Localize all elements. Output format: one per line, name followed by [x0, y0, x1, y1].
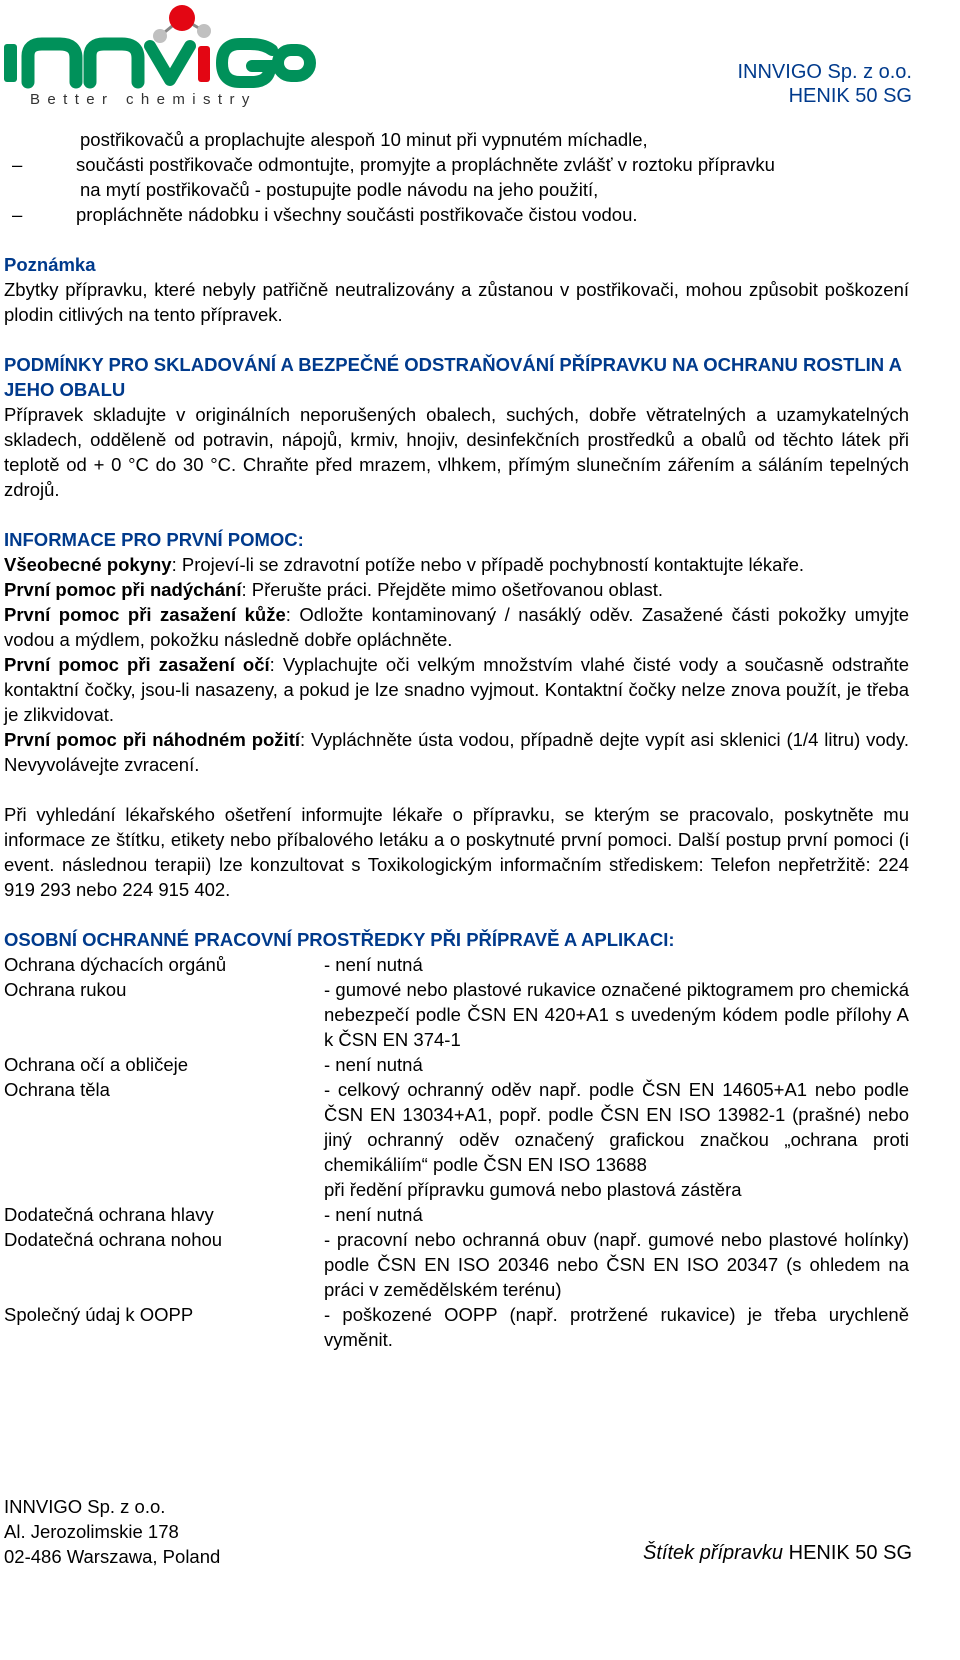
footer-label-italic: Štítek přípravku [643, 1542, 784, 1564]
list-item [4, 202, 909, 227]
ppe-label: Ochrana dýchacích orgánů [4, 954, 227, 975]
ppe-label: Dodatečná ochrana nohou [4, 1229, 223, 1250]
first-aid-inhalation [4, 577, 909, 602]
storage-title: PODMÍNKY PRO SKLADOVÁNÍ A BEZPEČNÉ ODSTRAŇOVÁNÍ PŘÍPRAVKU NA OCHRANU ROSTLIN A JEHO OBALU [4, 354, 902, 400]
doctor-info-text: Při vyhledání lékařského ošetření informujte lékaře o přípravku, se kterým se pracovalo, poskytněte mu informace ze štítku, etikety nebo příbalového letáku a o poskytnuté první pomoci. Další postup první pomoci (i event. následnou terapii) lze konzultovat s Toxikologickým informačním střediskem: Telefon nepřetržitě: 224 919 293 nebo 224 915 402. [4, 804, 909, 900]
first-aid-inhalation-text: : Přerušte práci. Přejděte mimo ošetřovanou oblast. [241, 579, 664, 600]
ppe-row [4, 1202, 909, 1227]
ppe-value: - poškozené OOPP (např. protržené rukavice) je třeba urychleně vyměnit. [324, 1304, 909, 1350]
ppe-label: Společný údaj k OOPP [4, 1304, 194, 1325]
storage-text: Přípravek skladujte v originálních neporušených obalech, suchých, dobře větratelných a uzamykatelných skladech, odděleně od potravin, nápojů, krmiv, hnojiv, desinfekčních prostředků a obalů od těchto látek při teplotě od + 0 °C do 30 °C. Chraňte před mrazem, vlhkem, přímým slunečním zářením a sáláním tepelných zdrojů. [4, 404, 909, 500]
first-aid-skin [4, 602, 909, 652]
ppe-row [4, 952, 909, 977]
first-aid-eyes [4, 652, 909, 727]
ppe-value: - gumové nebo plastové rukavice označené piktogramem pro chemická nebezpečí podle ČSN EN 420+A1 s uvedeným kódem podle přílohy A k ČSN EN 374-1 [324, 979, 909, 1050]
ppe-value: - není nutná [324, 1204, 423, 1225]
ppe-value: - celkový ochranný oděv např. podle ČSN EN 14605+A1 nebo podle ČSN EN 13034+A1, popř. podle ČSN EN ISO 13982-1 (prašné) nebo jiný ochranný oděv označený grafickou značkou „ochrana proti chemikáliím“ podle ČSN EN ISO 13688 [324, 1079, 909, 1175]
dash-marker: – [12, 204, 23, 225]
logo-tagline: Better chemistry [30, 91, 257, 108]
list-item-text: propláchněte nádobku i všechny součásti postřikovače čistou vodou. [76, 204, 638, 225]
first-aid-skin-label: První pomoc při zasažení kůže [4, 604, 286, 625]
ppe-row [4, 1227, 909, 1302]
ppe-title: OSOBNÍ OCHRANNÉ PRACOVNÍ PROSTŘEDKY PŘI PŘÍPRAVĚ A APLIKACI: [4, 929, 675, 950]
ppe-label: Ochrana těla [4, 1079, 110, 1100]
footer-street: Al. Jerozolimskie 178 [4, 1521, 179, 1542]
ppe-label: Dodatečná ochrana hlavy [4, 1204, 214, 1225]
content [4, 127, 909, 1352]
ppe-label: Ochrana očí a obličeje [4, 1054, 189, 1075]
first-aid-ingestion-text: : Vypláchněte ústa vodou, případně dejte vypít asi sklenici (1/4 litru) vody. Nevyvolávejte zvracení. [4, 729, 909, 775]
ppe-label: Ochrana rukou [4, 979, 127, 1000]
first-aid-ingestion-label: První pomoc při náhodném požití [4, 729, 300, 750]
first-aid-general-text: : Projeví-li se zdravotní potíže nebo v případě pochybností kontaktujte lékaře. [171, 554, 805, 575]
ppe-row [4, 1077, 909, 1202]
ppe-value: - není nutná [324, 1054, 423, 1075]
ppe-value: - není nutná [324, 954, 423, 975]
first-aid-eyes-text: : Vyplachujte oči velkým množstvím vlahé čisté vody a současně odstraňte kontaktní čočky, jsou-li nasazeny, a pokud je lze snadno vyjmout. Kontaktní čočky nelze znova použít, je třeba je zlikvidovat. [4, 654, 909, 725]
dash-marker: – [12, 154, 23, 175]
intro-line: postřikovačů a proplachujte alespoň 10 minut při vypnutém míchadle, [80, 129, 648, 150]
footer-company: INNVIGO Sp. z o.o. [4, 1496, 166, 1517]
list-item-text: součásti postřikovače odmontujte, promyjte a propláchněte zvlášť v roztoku přípravku [76, 154, 775, 175]
note-text: Zbytky přípravku, které nebyly patřičně neutralizovány a zůstanou v postřikovači, mohou způsobit poškození plodin citlivých na tento přípravek. [4, 279, 909, 325]
header-company: INNVIGO Sp. z o.o. [737, 61, 912, 83]
first-aid-ingestion [4, 727, 909, 777]
ppe-value: - pracovní nebo ochranná obuv (např. gumové nebo plastové holínky) podle ČSN EN ISO 20346 nebo ČSN EN ISO 20347 (s ohledem na práci v zemědělském terénu) [324, 1229, 909, 1300]
list-item-continuation: na mytí postřikovačů - postupujte podle návodu na jeho použití, [80, 179, 599, 200]
header-product: HENIK 50 SG [788, 85, 912, 107]
first-aid-title: INFORMACE PRO PRVNÍ POMOC: [4, 529, 304, 550]
list-item [4, 152, 909, 177]
footer-label-product: HENIK 50 SG [783, 1542, 912, 1564]
first-aid-general [4, 552, 909, 577]
first-aid-inhalation-label: První pomoc při nadýchání [4, 579, 242, 600]
first-aid-eyes-label: První pomoc při zasažení očí [4, 654, 270, 675]
header [737, 60, 912, 108]
ppe-row [4, 977, 909, 1052]
innvigo-logo [0, 0, 320, 112]
footer-address [4, 1494, 220, 1569]
ppe-value-extra: při ředění přípravku gumová nebo plastová zástěra [324, 1179, 742, 1200]
footer-city: 02-486 Warszawa, Poland [4, 1546, 221, 1567]
ppe-row [4, 1052, 909, 1077]
first-aid-general-label: Všeobecné pokyny [4, 554, 172, 575]
ppe-row [4, 1302, 909, 1352]
footer-label [643, 1541, 912, 1566]
note-title: Poznámka [4, 254, 96, 275]
first-aid-skin-text: : Odložte kontaminovaný / nasáklý oděv. Zasažené části pokožky umyjte vodou a mýdlem, pokožku následně dobře opláchněte. [4, 604, 909, 650]
